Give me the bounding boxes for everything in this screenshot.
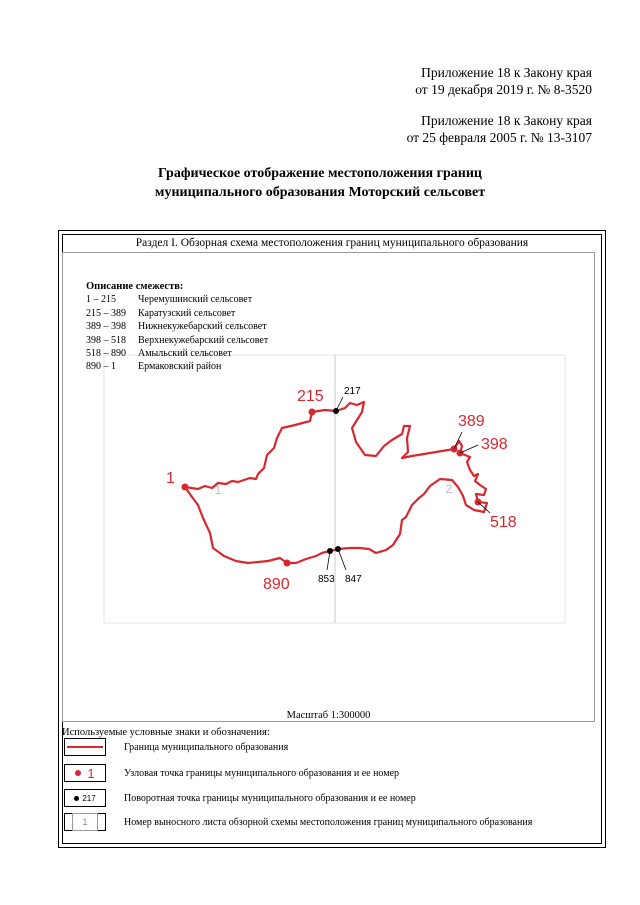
adjacency-row: [86, 320, 268, 333]
adjacency-range: 398 – 518: [86, 334, 126, 346]
legend-row-node: [64, 764, 399, 782]
node-dot-icon: [75, 770, 81, 776]
adjacency-range: 215 – 389: [86, 307, 126, 319]
legend-sheet-symbol: [64, 813, 106, 831]
header-line-1: Приложение 18 к Закону края: [421, 65, 592, 80]
adjacency-row: [86, 293, 268, 306]
header-line-4: от 25 февраля 2005 г. № 13-3107: [406, 130, 592, 145]
turn-dot-icon: [74, 796, 79, 801]
municipal-boundary: [185, 402, 487, 563]
node-label-518: 518: [490, 514, 517, 531]
adjacency-name: Ермаковский район: [138, 361, 222, 373]
node-label-890: 890: [263, 576, 290, 593]
adjacency-row: [86, 347, 268, 360]
header-line-3: Приложение 18 к Закону края: [421, 113, 592, 128]
legend-boundary-symbol: [64, 738, 106, 756]
adjacency-description: [86, 280, 268, 374]
section-title: Раздел I. Обзорная схема местоположения границ муниципального образования: [135, 237, 529, 249]
header-line-2: от 19 декабря 2019 г. № 8-3520: [415, 82, 592, 97]
adjacency-range: 1 – 215: [86, 294, 116, 306]
adjacency-range: 890 – 1: [86, 361, 116, 373]
adjacency-heading: Описание смежеств:: [86, 281, 184, 292]
legend-sheet-example: 1: [82, 817, 88, 827]
turn-leader-847: [338, 549, 346, 570]
legend-row-boundary: [64, 738, 288, 756]
turn-label-847: 847: [345, 574, 362, 585]
turn-label-853: 853: [318, 574, 335, 585]
node-point-890: [284, 560, 291, 567]
legend-title: Используемые условные знаки и обозначения:: [62, 727, 270, 738]
legend-sheet-text: Номер выносного листа обзорной схемы местоположения границ муниципального образования: [124, 816, 533, 828]
legend-row-turn: [64, 789, 416, 807]
adjacency-row: [86, 334, 268, 347]
legend-turn-symbol: [64, 789, 106, 807]
node-label-215: 215: [297, 388, 324, 405]
legend-turn-example: 217: [82, 793, 96, 803]
adjacency-row: [86, 307, 268, 320]
adjacency-name: Амыльский сельсовет: [138, 348, 232, 360]
title-line-2: муниципального образования Моторский сельсовет: [154, 185, 486, 200]
sheet-label-1: 1: [214, 483, 222, 497]
sheet-label-2: 2: [445, 482, 453, 496]
node-label-1: 1: [166, 470, 175, 487]
adjacency-row: [86, 360, 268, 373]
title-line-1: Графическое отображение местоположения границ: [158, 166, 482, 181]
adjacency-name: Верхнекужебарский сельсовет: [138, 334, 269, 346]
node-point-215: [309, 409, 316, 416]
node-label-389: 389: [458, 413, 485, 430]
boundary-line-icon: [67, 746, 103, 748]
legend-row-sheet: [64, 813, 532, 831]
legend-node-text: Узловая точка границы муниципального образования и ее номер: [124, 767, 400, 779]
adjacency-name: Нижнекужебарский сельсовет: [138, 321, 267, 333]
adjacency-name: Черемушинский сельсовет: [138, 294, 253, 306]
node-point-1: [182, 484, 189, 491]
map-scale: Масштаб 1:300000: [286, 710, 371, 721]
adjacency-name: Каратузский сельсовет: [138, 307, 236, 319]
adjacency-range: 389 – 398: [86, 321, 126, 333]
legend-turn-text: Поворотная точка границы муниципального образования и ее номер: [124, 792, 416, 804]
node-label-398: 398: [481, 436, 508, 453]
adjacency-range: 518 – 890: [86, 348, 126, 360]
legend-boundary-text: Граница муниципального образования: [124, 741, 289, 753]
legend-node-symbol: [64, 764, 106, 782]
sheet-box-icon: [72, 813, 98, 831]
legend-node-example: 1: [87, 765, 95, 781]
turn-leader-853: [327, 551, 330, 570]
turn-label-217: 217: [344, 386, 361, 397]
